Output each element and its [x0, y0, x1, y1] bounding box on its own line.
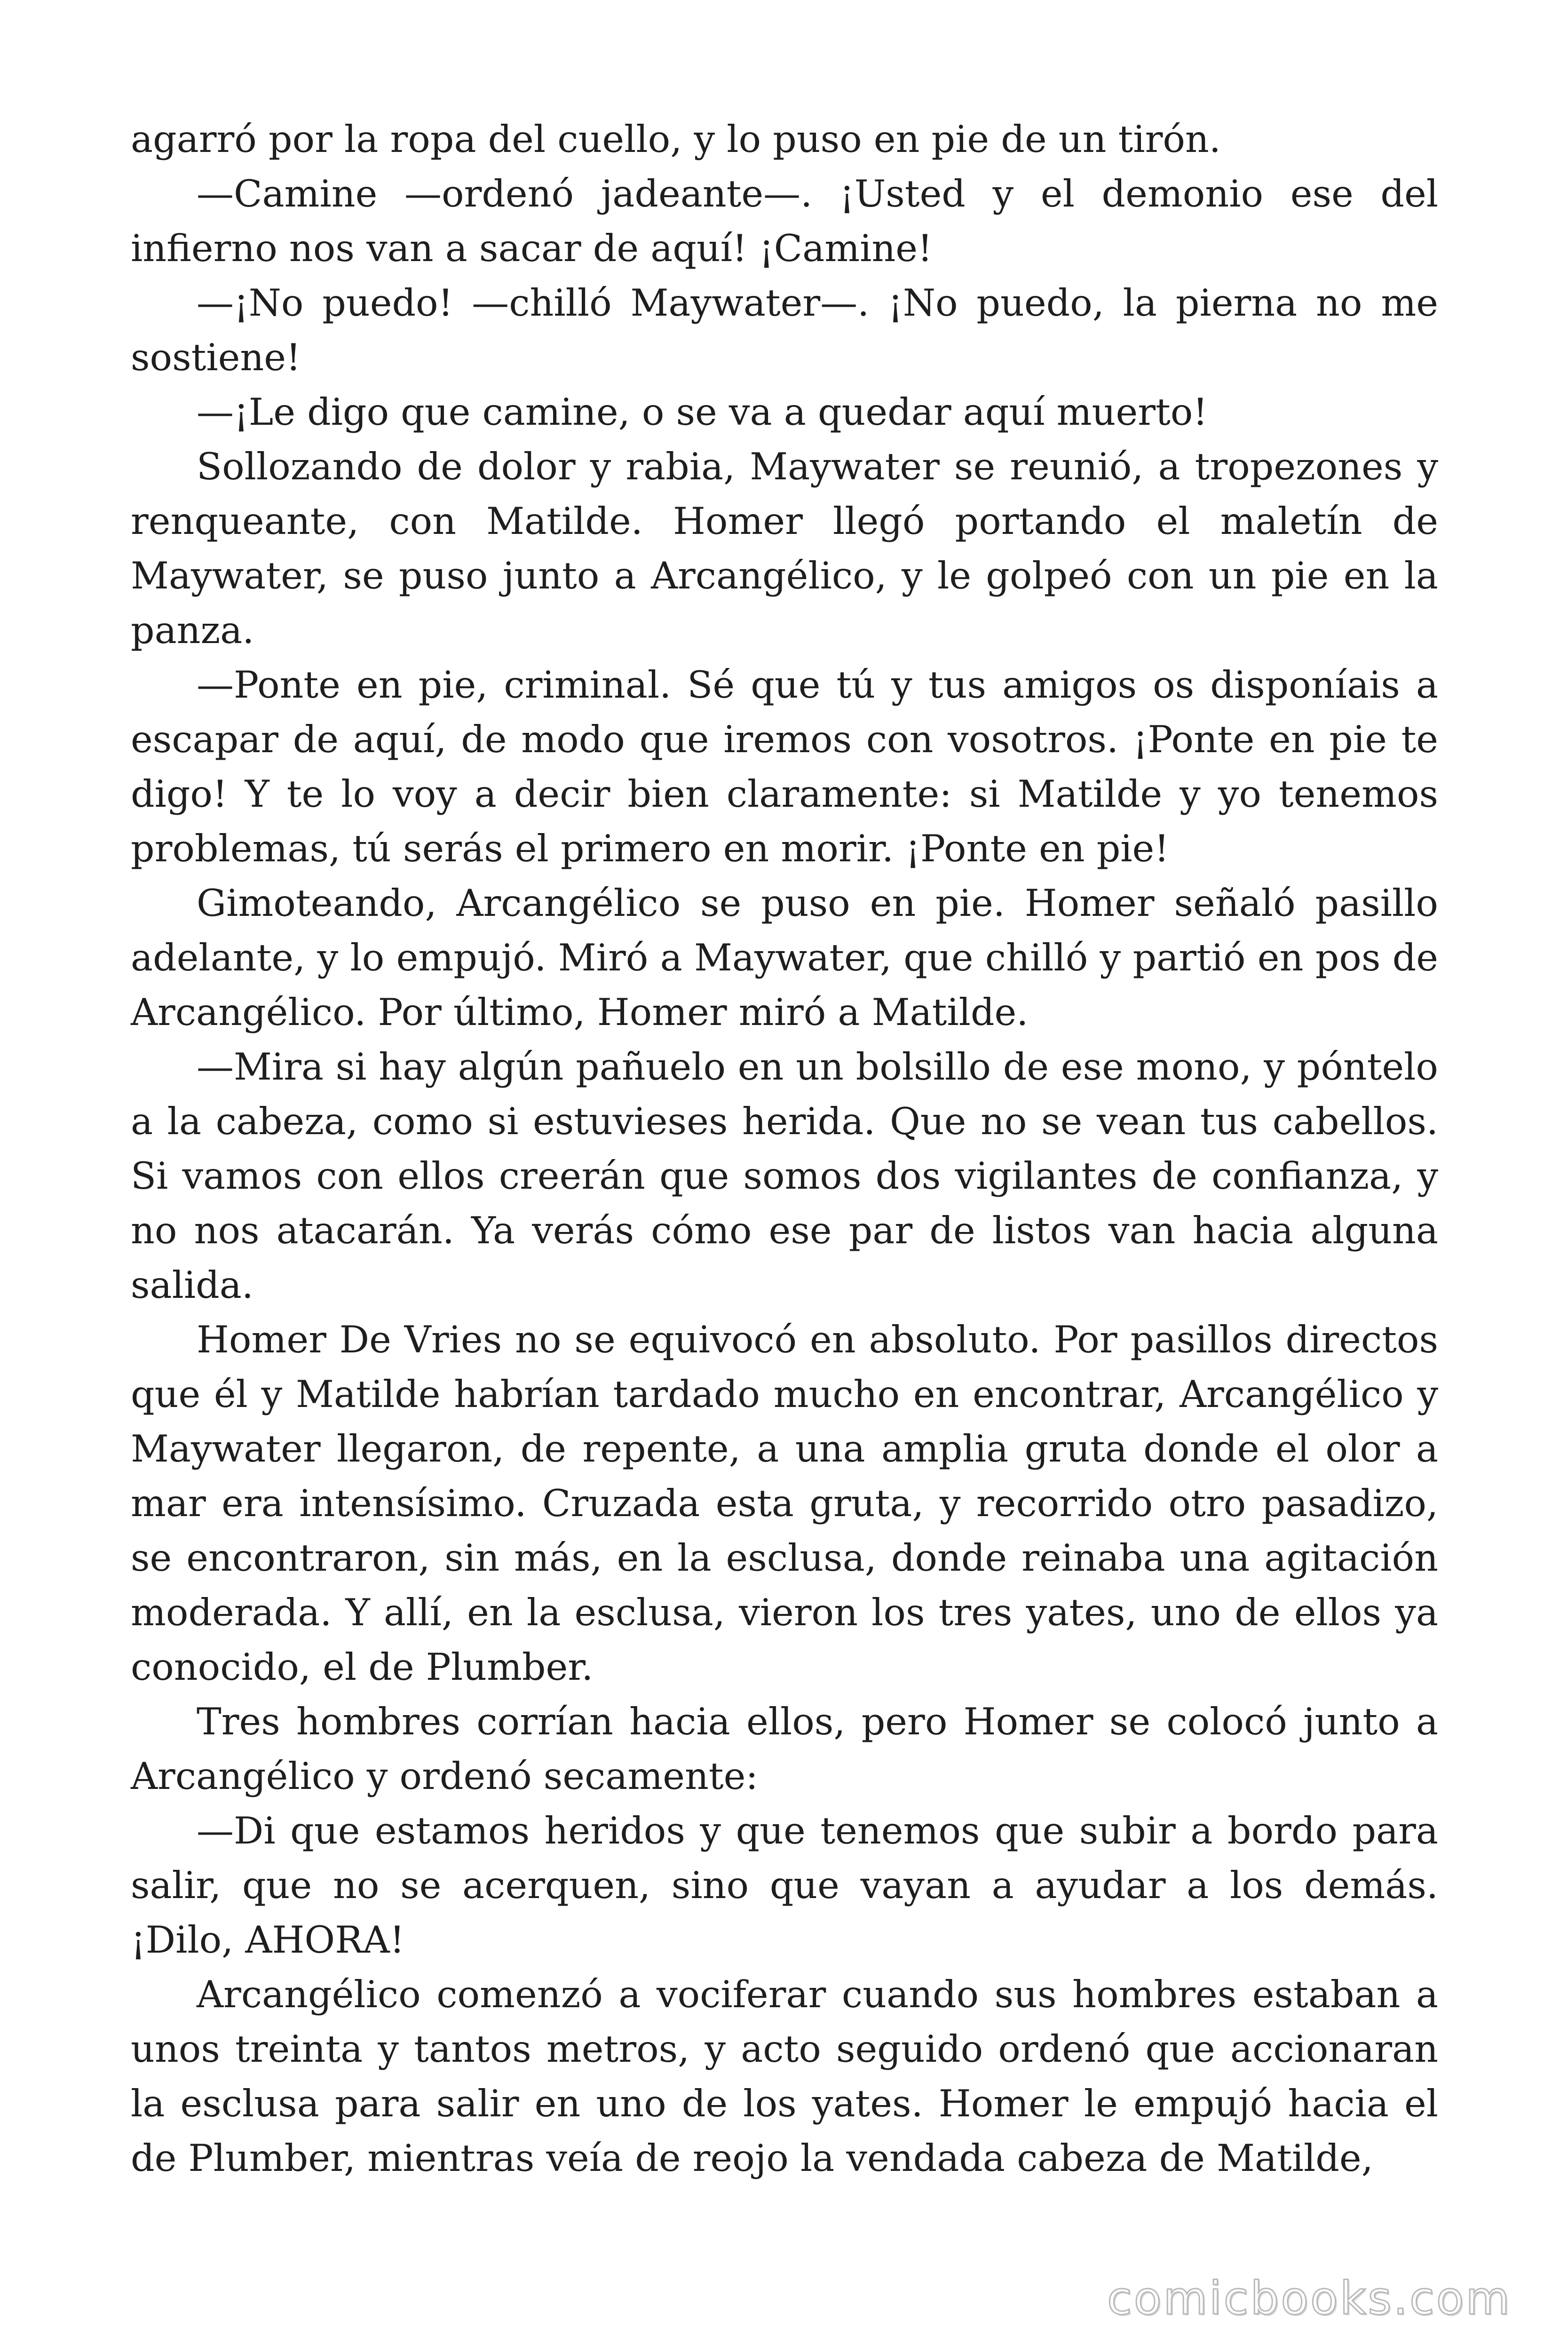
paragraph: Sollozando de dolor y rabia, Maywater se reunió, a tropezones y renqueante, con Matilde. Homer llegó portando el maletín de Maywater, se puso junto a Arcangélico, y le golpeó con un pie en la panza.	[131, 445, 1438, 652]
page-text	[131, 112, 1438, 2185]
paragraph: —¡No puedo! —chilló Maywater—. ¡No puedo, la pierna no me sostiene!	[131, 281, 1438, 379]
paragraph: Gimoteando, Arcangélico se puso en pie. Homer señaló pasillo adelante, y lo empujó. Miró a Maywater, que chilló y partió en pos de Arcangélico. Por último, Homer miró a Matilde.	[131, 882, 1438, 1034]
paragraph: —Camine —ordenó jadeante—. ¡Usted y el demonio ese del infierno nos van a sacar de aquí! ¡Camine!	[131, 172, 1438, 270]
paragraph: Tres hombres corrían hacia ellos, pero Homer se colocó junto a Arcangélico y ordenó secamente:	[131, 1700, 1438, 1798]
watermark: comicbooks.com	[1107, 2272, 1512, 2325]
paragraph: —Mira si hay algún pañuelo en un bolsillo de ese mono, y póntelo a la cabeza, como si estuvieses herida. Que no se vean tus cabellos. Si vamos con ellos creerán que somos dos vigilantes de confianza, y no nos atacarán. Ya verás cómo ese par de listos van hacia alguna salida.	[131, 1045, 1438, 1307]
paragraph: —Di que estamos heridos y que tenemos que subir a bordo para salir, que no se acerquen, sino que vayan a ayudar a los demás. ¡Dilo, AHORA!	[131, 1809, 1438, 1962]
paragraph: —¡Le digo que camine, o se va a quedar aquí muerto!	[197, 390, 1208, 434]
paragraph: Arcangélico comenzó a vociferar cuando sus hombres estaban a unos treinta y tantos metros, y acto seguido ordenó que accionaran la esclusa para salir en uno de los yates. Homer le empujó hacia el de Plumber, mientras veía de reojo la vendada cabeza de Matilde,	[131, 1973, 1438, 2180]
paragraph: —Ponte en pie, criminal. Sé que tú y tus amigos os disponíais a escapar de aquí, de modo que iremos con vosotros. ¡Ponte en pie te digo! Y te lo voy a decir bien claramente: si Matilde y yo tenemos problemas, tú serás el primero en morir. ¡Ponte en pie!	[131, 663, 1438, 870]
paragraph: agarró por la ropa del cuello, y lo puso en pie de un tirón.	[131, 118, 1221, 161]
paragraph: Homer De Vries no se equivocó en absoluto. Por pasillos directos que él y Matilde habrían tardado mucho en encontrar, Arcangélico y Maywater llegaron, de repente, a una amplia gruta donde el olor a mar era intensísimo. Cruzada esta gruta, y recorrido otro pasadizo, se encontraron, sin más, en la esclusa, donde reinaba una agitación moderada. Y allí, en la esclusa, vieron los tres yates, uno de ellos ya conocido, el de Plumber.	[131, 1318, 1438, 1689]
